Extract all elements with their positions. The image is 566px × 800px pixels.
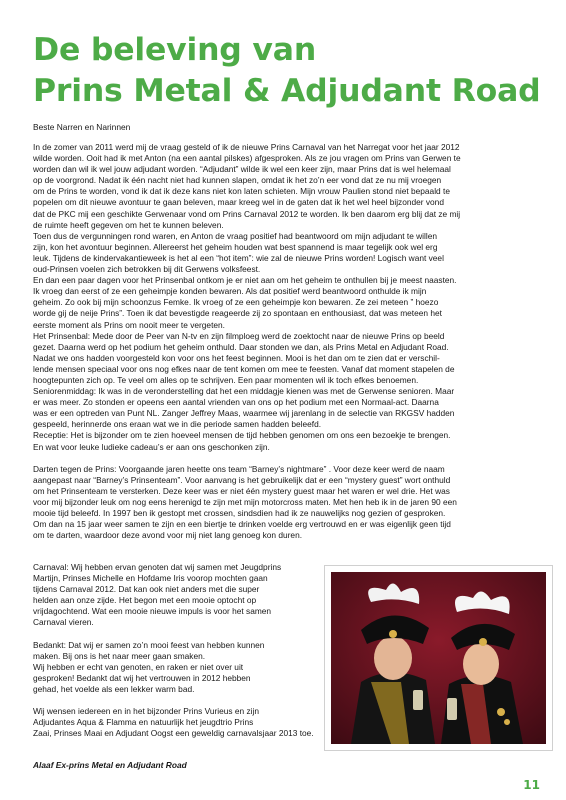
text-line: Receptie: Het is bijzonder om te zien hoeveel mensen de tijd hebben genomen om ons een bezoekje te brengen. [33, 430, 451, 441]
text-line: zijn, kon het avontuur beginnen. Allereerst het geheim houden wat best spannend is maar tegelijk ook wel erg [33, 241, 438, 252]
text-line: worden dan wil ik wel jouw adjudant worden. “Adjudant” wilde ik wel een keer zijn, maar Prins dat is wel helemaal [33, 164, 451, 175]
signoff: Alaaf Ex-prins Metal en Adjudant Road [33, 760, 187, 770]
text-line: Carnaval: Wij hebben ervan genoten dat wij samen met Jeugdprins [33, 562, 282, 572]
text-line: En dan een paar dagen voor het Prinsenbal ontkom je er niet aan om het geheim te onthullen bij je meest naasten. [33, 275, 457, 286]
text-line: er was meer. Zo stonden er opeens een aantal vrienden van ons op het podium met een Normaal-act. Daarna [33, 397, 439, 408]
text-line: Om dan na 15 jaar weer samen te zijn en een biertje te drinken voelde erg vertrouwd en er was eigenlijk geen tijd [33, 519, 451, 530]
text-line: Adjudantes Aqua & Flamma en natuurlijk het jeugdtrio Prins [33, 717, 254, 728]
text-line: was er een optreden van Punt NL. Zanger Jeffrey Maas, waarmee wij jarenlang in de selectie van RKGSV hadden [33, 408, 455, 419]
text-line: gehad, het voelde als een lekker warm bad. [33, 683, 195, 694]
article-body [33, 142, 543, 541]
text-line: gespeeld, herinnerde ons eraan wat we in die periode samen hadden beleefd. [33, 419, 322, 430]
text-line: Zaai, Prinses Maai en Adjudant Oogst een geweldig carnavalsjaar 2013 toe. [33, 728, 314, 739]
text-line: Nadat we ons hadden voorgesteld kon voor ons het feest beginnen. Mooi is het dan om te zien dat er verschil- [33, 352, 440, 363]
text-line: geheim. Zo ook bij mijn schoonzus Femke. Ik vroeg of ze een geheimpje kon bewaren. Ze zei meteen ” hoezo [33, 297, 439, 308]
text-line: op de voorgrond. Nadat ik één nacht niet had kunnen slapen, omdat ik het zo’n eer vond dat ze nu mij vroegen [33, 175, 442, 186]
text-line: tijdens Carnaval 2012. Dat kan ook niet anders met die super [33, 584, 260, 595]
text-line: lende mensen speciaal voor ons nog efkes naar de tent komen om mee te feesten. Vanaf dat moment stapelen de [33, 363, 455, 374]
text-line: hoogtepunten zich op. Te veel om alles op te schrijven. Een paar momenten wil ik toch efkes benoemen. [33, 374, 419, 385]
page-number: 11 [523, 778, 540, 792]
text-line: En wat voor leuke ludieke cadeau’s er aan ons geschonken zijn. [33, 441, 270, 452]
text-line: dat de PKC mij een geschikte Gerwenaar vond om Prins Carnaval 2012 te worden. Ik ben daarom erg blij dat ze mij [33, 208, 461, 219]
text-line: Martijn, Prinses Michelle en Hofdame Iris voorop mochten gaan [33, 573, 268, 584]
text-line: maken. Bij ons is het naar meer gaan smaken. [33, 650, 206, 661]
text-line: Seniorenmiddag: Ik was in de veronderstelling dat het een middagje kienen was met de Gerwense senioren. Maar [33, 386, 455, 397]
text-line: Carnaval vieren. [33, 617, 94, 628]
text-line: Het Prinsenbal: Mede door de Peer van N-tv en zijn filmploeg werd de zoektocht naar de nieuwe Prins op beeld [33, 330, 445, 341]
text-line [33, 629, 318, 640]
prins-photo [325, 566, 552, 750]
text-line: helden aan onze zijde. Het begon met een mooie optocht op [33, 595, 257, 606]
text-line: oud-Prinsen voelen zich betrokken bij dit Gerwens volksfeest. [33, 264, 261, 275]
text-line: om te darten, waardoor deze avond voor mij niet lang genoeg kon duren. [33, 530, 303, 541]
text-line: Wij hebben er echt van genoten, en raken er niet over uit [33, 661, 244, 672]
text-line: de ruimte heeft gegeven om het te kunnen beleven. [33, 219, 224, 230]
greeting: Beste Narren en Narinnen [33, 122, 131, 132]
text-line: Bedankt: Dat wij er samen zo’n mooi feest van hebben kunnen [33, 639, 265, 650]
article-title [33, 30, 553, 112]
text-line: aangepast naar “Barney’s Prinsenteam”. Voor aanvang is het gebruikelijk dat er een “mystery guest” wort onthuld [33, 474, 451, 485]
photo-illustration [331, 572, 546, 744]
text-line: voor mij bijzonder leuk om nog eens herenigd te zijn met mijn motorcross maten. Met hen heb ik in de jaren 90 een [33, 496, 457, 507]
text-line: worde gij de neije Prins”. Toen ik dat bevestigde reageerde zij zo spontaan en enthousiast, dat was meteen het [33, 308, 442, 319]
text-line [33, 695, 318, 706]
text-line: In de zomer van 2011 werd mij de vraag gesteld of ik de nieuwe Prins Carnaval van het Narregat voor het jaar 2012 [33, 142, 460, 152]
text-line: Toen dus de vergunningen rond waren, en Anton de vraag positief had beantwoord om mijn adjudant te willen [33, 230, 438, 241]
text-line: gesproken! Bedankt dat wij het vertrouwen in 2012 hebben [33, 672, 251, 683]
text-line: vrijdagochtend. Wat een mooie nieuwe impuls is voor het samen [33, 606, 272, 617]
text-line: om de Prins te worden, vond ik dat ik deze kans niet kon laten schieten. Mijn vrouw Paulien stond niet bepaald te [33, 186, 450, 197]
article-body-lower [33, 562, 318, 739]
title-line-1: De beleving van [33, 32, 317, 68]
text-line: leuk. Tijdens de kindervakantieweek is het al een “hot item”: wie zal de nieuwe Prins worden! Logisch want veel [33, 252, 444, 263]
text-line: wilde worden. Ooit had ik met Anton (na een aantal pilskes) afgesproken. Als ze jou vragen om Prins van Gerwen te [33, 153, 461, 164]
text-line: gezet. Daarna werd op het podium het geheim onthuld. Daar stonden we dan, als Prins Metal en Adjudant Road. [33, 341, 449, 352]
text-line: om het Prinsenteam te versterken. Deze keer was er niet één mystery guest maar het waren er wel drie. Het was [33, 485, 450, 496]
text-line: mooie tijd beleefd. In 1997 ben ik gestopt met crossen, sindsdien had ik ze nauwelijks nog gezien of gesproken. [33, 508, 446, 518]
text-line: eerste moment als Prins om nooit meer te vergeten. [33, 319, 225, 330]
text-line [33, 453, 543, 464]
text-line: popelen om dit nieuwe avontuur te gaan beleven, maar kreeg wel in de gaten dat ik het wel heel bijzonder vond [33, 197, 444, 208]
text-line: Ik vroeg dan eerst of ze een geheimpje konden bewaren. Als dat positief werd beantwoord onthulde ik mijn [33, 286, 427, 297]
text-line: Darten tegen de Prins: Voorgaande jaren heette ons team “Barney’s nightmare” . Voor deze keer werd de naam [33, 463, 445, 474]
text-line: Wij wensen iedereen en in het bijzonder Prins Vurieus en zijn [33, 706, 260, 717]
title-line-2: Prins Metal & Adjudant Road [33, 73, 541, 109]
